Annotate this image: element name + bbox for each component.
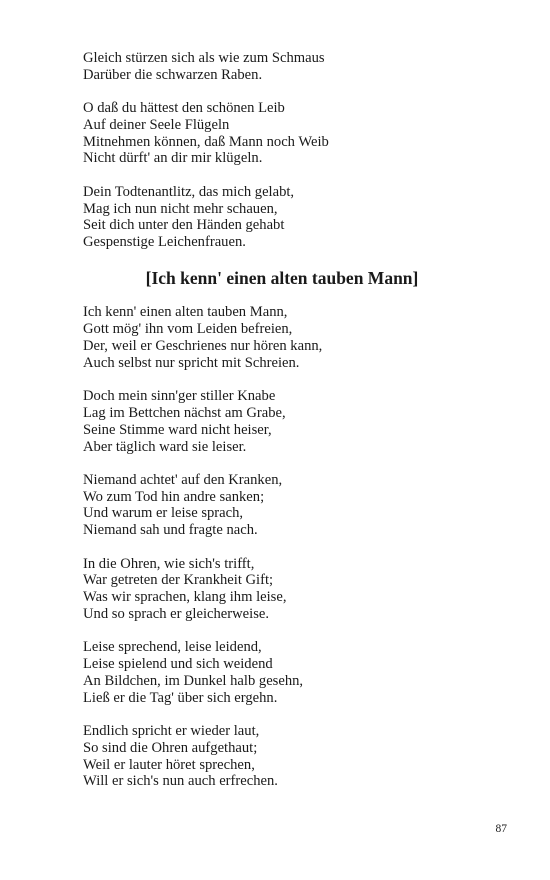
stanza [83, 472, 483, 539]
stanza [83, 639, 483, 706]
verse-line: An Bildchen, im Dunkel halb gesehn, [83, 672, 304, 689]
verse-line: Gleich stürzen sich als wie zum Schmaus [83, 50, 325, 66]
verse-line: Darüber die schwarzen Raben. [83, 66, 263, 83]
verse-line: Und so sprach er gleicherweise. [83, 605, 269, 622]
verse-line: Der, weil er Geschrienes nur hören kann, [83, 338, 323, 355]
verse-line: Auch selbst nur spricht mit Schreien. [83, 354, 300, 371]
stanzas-after-title [83, 304, 483, 790]
verse-line: So sind die Ohren aufgethaut; [83, 739, 258, 756]
verse-line: Leise sprechend, leise leidend, [83, 639, 262, 656]
stanza [83, 100, 483, 167]
verse-line: Nicht dürft' an dir mir klügeln. [83, 150, 263, 167]
verse-line: Gespenstige Leichenfrauen. [83, 234, 246, 251]
stanzas-before-title [83, 50, 483, 251]
verse-line: O daß du hättest den schönen Leib [83, 100, 285, 117]
stanza [83, 556, 483, 623]
stanza [83, 388, 483, 455]
verse-line: Doch mein sinn'ger stiller Knabe [83, 388, 276, 405]
verse-line: Leise spielend und sich weidend [83, 656, 273, 673]
verse-line: Niemand sah und fragte nach. [83, 522, 258, 539]
verse-line: Und warum er leise sprach, [83, 505, 244, 522]
verse-line: Auf deiner Seele Flügeln [83, 116, 230, 133]
poem-title: [Ich kenn' einen alten tauben Mann] [145, 268, 419, 289]
stanza [83, 723, 483, 790]
verse-line: In die Ohren, wie sich's trifft, [83, 555, 255, 572]
verse-line: Wo zum Tod hin andre sanken; [83, 488, 265, 505]
verse-line: Ich kenn' einen alten tauben Mann, [83, 304, 288, 321]
verse-line: Lag im Bettchen nächst am Grabe, [83, 404, 286, 421]
page-number: 87 [495, 823, 507, 835]
verse-line: Gott mög' ihn vom Leiden befreien, [83, 321, 293, 338]
verse-line: Aber täglich ward sie leiser. [83, 438, 247, 455]
verse-line: Seine Stimme ward nicht heiser, [83, 421, 272, 438]
verse-line: Endlich spricht er wieder laut, [83, 722, 260, 739]
stanza [83, 50, 483, 84]
verse-line: Mitnehmen können, daß Mann noch Weib [83, 133, 329, 150]
verse-line: Was wir sprachen, klang ihm leise, [83, 589, 287, 606]
verse-line: War getreten der Krankheit Gift; [83, 572, 274, 589]
verse-line: Niemand achtet' auf den Kranken, [83, 471, 283, 488]
stanza [83, 304, 483, 371]
book-page-text [83, 50, 483, 807]
stanza [83, 184, 483, 251]
verse-line: Seit dich unter den Händen gehabt [83, 217, 285, 234]
verse-line: Mag ich nun nicht mehr schauen, [83, 200, 278, 217]
verse-line: Will er sich's nun auch erfrechen. [83, 773, 278, 790]
verse-line: Weil er lauter höret sprechen, [83, 756, 255, 773]
verse-line: Dein Todtenantlitz, das mich gelabt, [83, 183, 295, 200]
verse-line: Ließ er die Tag' über sich ergehn. [83, 689, 278, 706]
